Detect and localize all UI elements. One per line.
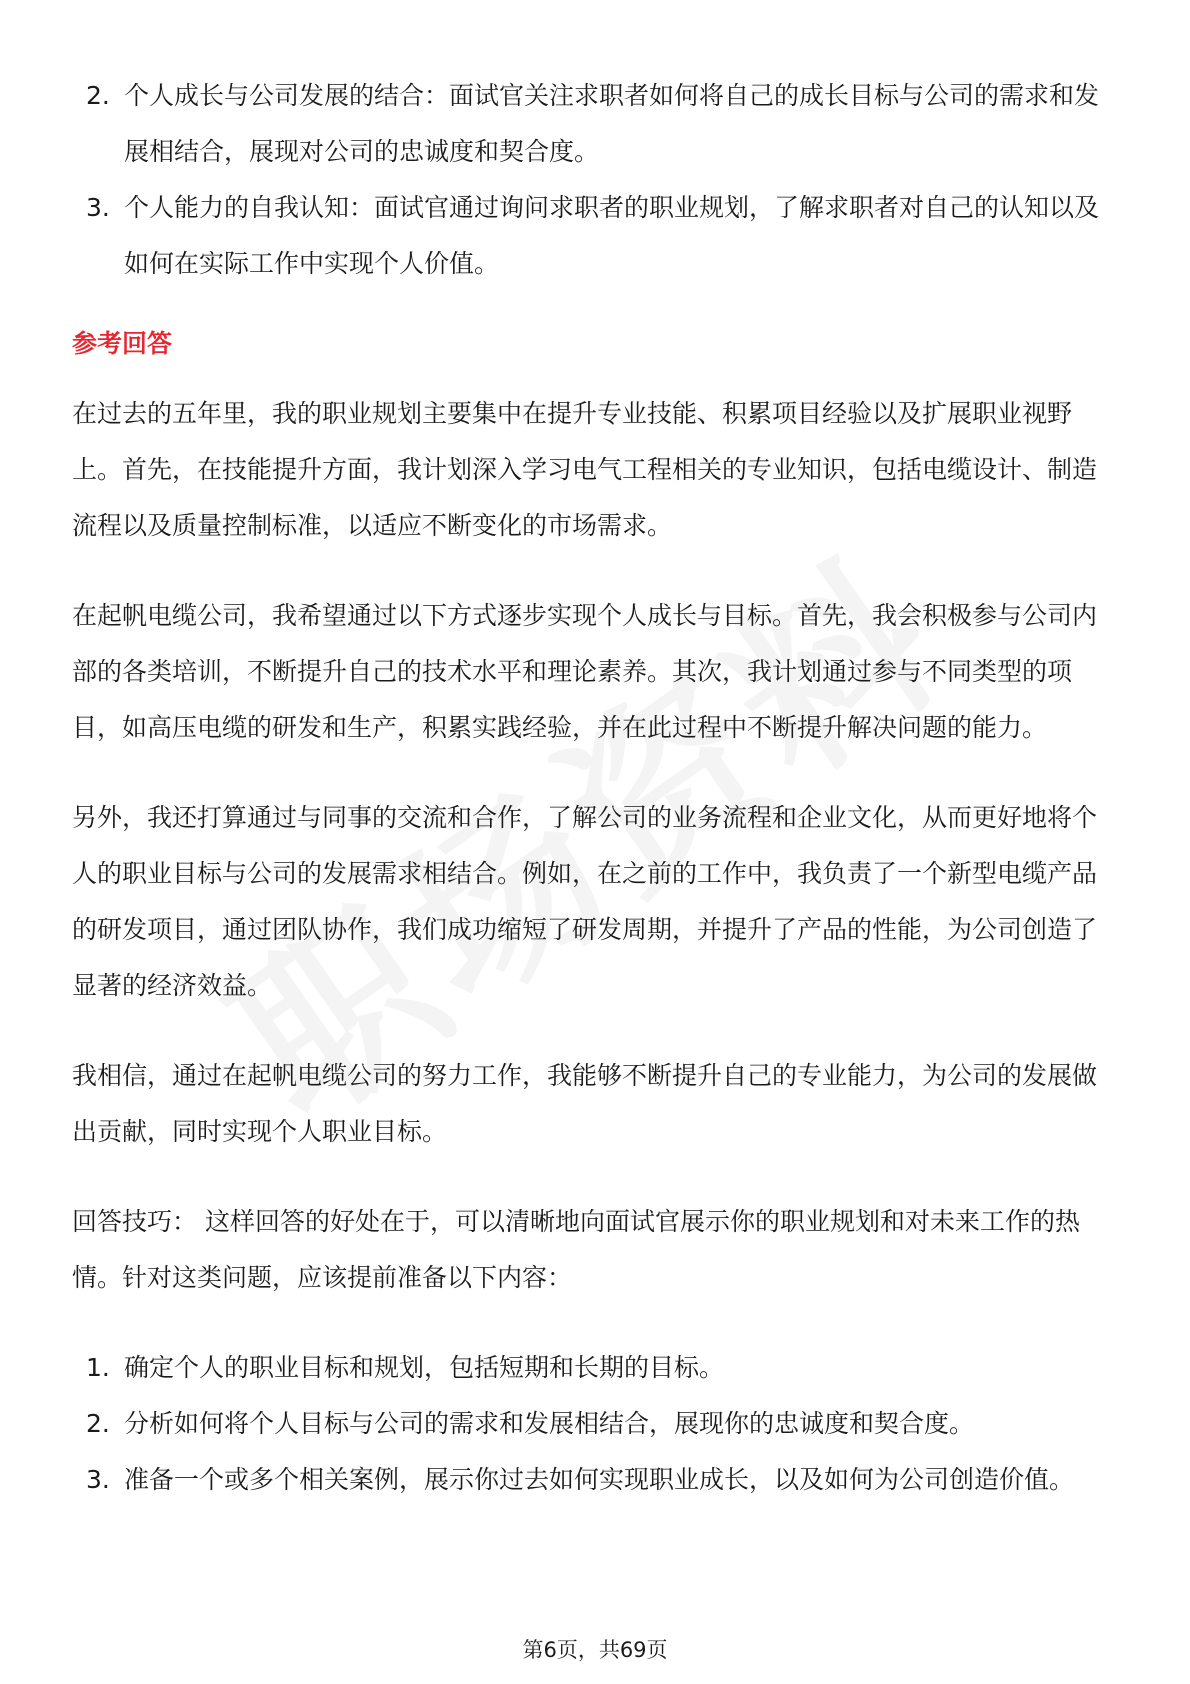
list-item-number: 3. [86, 1465, 110, 1494]
answer-paragraph: 在起帆电缆公司，我希望通过以下方式逐步实现个人成长与目标。首先，我会积极参与公司内部的各类培训，不断提升自己的技术水平和理论素养。其次，我计划通过参与不同类型的项目，如高压电缆的研发和生产，积累实践经验，并在此过程中不断提升解决问题的能力。 [72, 601, 1098, 742]
list-item-text: 确定个人的职业目标和规划，包括短期和长期的目标。 [124, 1353, 725, 1382]
list-item [72, 1340, 1118, 1396]
list-item-number: 3. [86, 193, 110, 222]
list-item [72, 1452, 1118, 1508]
list-item-text: 个人能力的自我认知：面试官通过询问求职者的职业规划，了解求职者对自己的认知以及如何在实际工作中实现个人价值。 [124, 193, 1100, 278]
answer-paragraph: 在过去的五年里，我的职业规划主要集中在提升专业技能、积累项目经验以及扩展职业视野上。首先，在技能提升方面，我计划深入学习电气工程相关的专业知识，包括电缆设计、制造流程以及质量控制标准，以适应不断变化的市场需求。 [72, 399, 1098, 540]
criteria-list [72, 68, 1118, 292]
answer-paragraph: 另外，我还打算通过与同事的交流和合作，了解公司的业务流程和企业文化，从而更好地将个人的职业目标与公司的发展需求相结合。例如，在之前的工作中，我负责了一个新型电缆产品的研发项目，通过团队协作，我们成功缩短了研发周期，并提升了产品的性能，为公司创造了显著的经济效益。 [72, 803, 1098, 1000]
list-item [72, 1396, 1118, 1452]
tips-list [72, 1340, 1118, 1508]
list-item-text: 分析如何将个人目标与公司的需求和发展相结合，展现你的忠诚度和契合度。 [124, 1409, 975, 1438]
list-item-text: 准备一个或多个相关案例，展示你过去如何实现职业成长，以及如何为公司创造价值。 [124, 1465, 1075, 1494]
list-item-number: 2. [86, 81, 110, 110]
tips-paragraph: 回答技巧： 这样回答的好处在于，可以清晰地向面试官展示你的职业规划和对未来工作的热情。针对这类问题，应该提前准备以下内容： [72, 1207, 1080, 1292]
list-item [72, 68, 1118, 180]
page-footer: 第6页，共69页 [522, 1638, 668, 1662]
list-item-text: 个人成长与公司发展的结合：面试官关注求职者如何将自己的成长目标与公司的需求和发展相结合，展现对公司的忠诚度和契合度。 [124, 81, 1100, 166]
answer-paragraph: 我相信，通过在起帆电缆公司的努力工作，我能够不断提升自己的专业能力，为公司的发展做出贡献，同时实现个人职业目标。 [72, 1061, 1098, 1146]
section-title: 参考回答 [72, 329, 173, 358]
list-item [72, 180, 1118, 292]
list-item-number: 2. [86, 1409, 110, 1438]
list-item-number: 1. [86, 1353, 110, 1382]
page-content [72, 68, 1118, 1508]
